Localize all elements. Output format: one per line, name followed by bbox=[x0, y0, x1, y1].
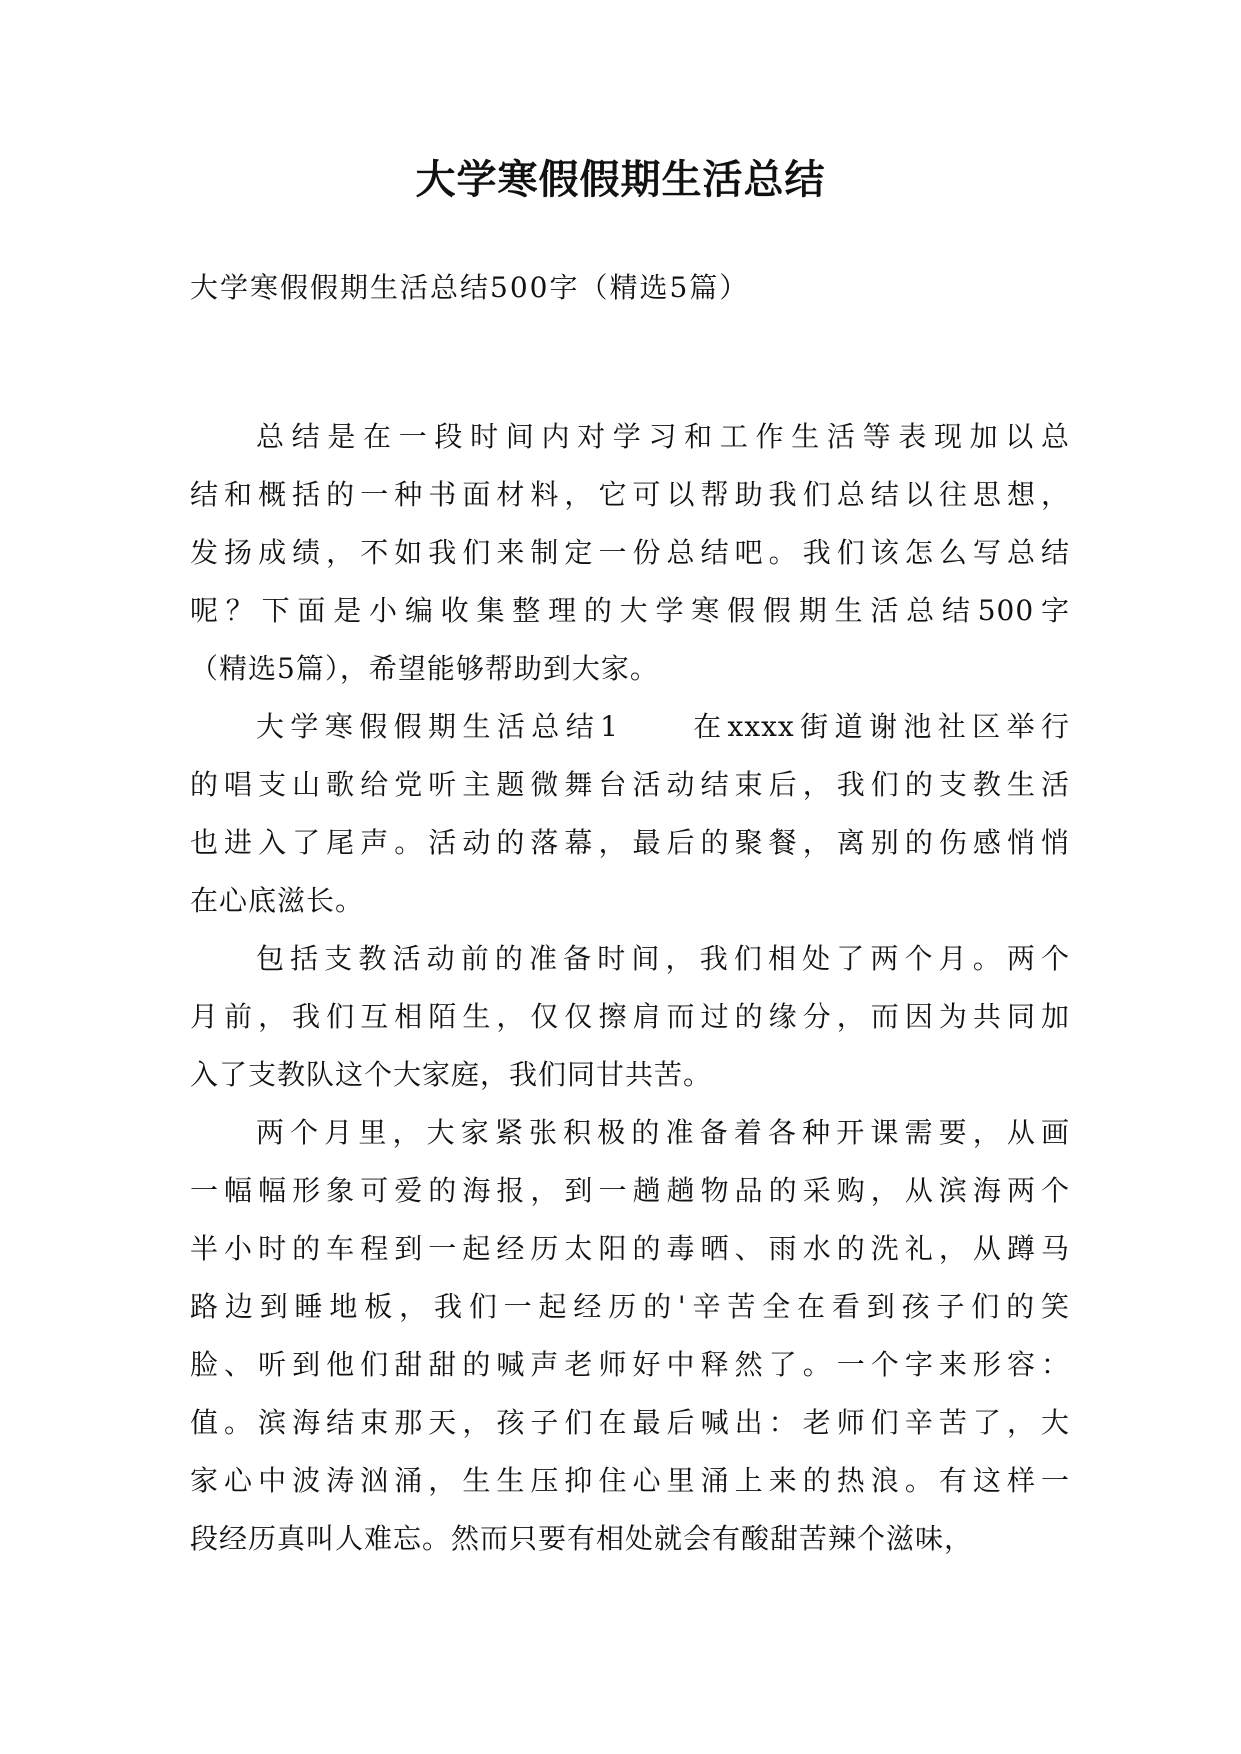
paragraph-line: 值。滨海结束那天，孩子们在最后喊出：老师们辛苦了，大 bbox=[190, 1406, 1070, 1439]
paragraph-line: 也进入了尾声。活动的落幕，最后的聚餐，离别的伤感悄悄 bbox=[190, 826, 1070, 859]
paragraph-line: 路边到睡地板，我们一起经历的'辛苦全在看到孩子们的笑 bbox=[190, 1290, 1070, 1323]
paragraph bbox=[190, 698, 1070, 930]
paragraph-line: 的唱支山歌给党听主题微舞台活动结束后，我们的支教生活 bbox=[190, 768, 1070, 801]
paragraph-line: 一幅幅形象可爱的海报，到一趟趟物品的采购，从滨海两个 bbox=[190, 1174, 1070, 1207]
paragraph bbox=[190, 1104, 1070, 1568]
paragraph bbox=[190, 930, 1070, 1104]
paragraph-line: 半小时的车程到一起经历太阳的毒晒、雨水的洗礼，从蹲马 bbox=[190, 1232, 1070, 1265]
document-title: 大学寒假假期生活总结 bbox=[415, 157, 826, 203]
paragraph-line: 脸、听到他们甜甜的喊声老师好中释然了。一个字来形容： bbox=[190, 1348, 1070, 1381]
paragraph-line: 段经历真叫人难忘。然而只要有相处就会有酸甜苦辣个滋味， bbox=[190, 1522, 974, 1555]
paragraph-line: 呢？下面是小编收集整理的大学寒假假期生活总结500字 bbox=[190, 594, 1070, 627]
paragraph-line: 结和概括的一种书面材料，它可以帮助我们总结以往思想， bbox=[190, 478, 1070, 511]
paragraph-line: 在心底滋长。 bbox=[190, 884, 365, 917]
paragraph-line: 大学寒假假期生活总结1 在xxxx街道谢池社区举行 bbox=[256, 710, 1070, 743]
document-body bbox=[190, 408, 1070, 1568]
paragraph-line: 发扬成绩，不如我们来制定一份总结吧。我们该怎么写总结 bbox=[190, 536, 1070, 569]
paragraph-line: 包括支教活动前的准备时间，我们相处了两个月。两个 bbox=[256, 942, 1070, 975]
paragraph-line: （精选5篇），希望能够帮助到大家。 bbox=[190, 652, 659, 685]
paragraph-line: 两个月里，大家紧张积极的准备着各种开课需要，从画 bbox=[256, 1116, 1070, 1149]
paragraph-line: 月前，我们互相陌生，仅仅擦肩而过的缘分，而因为共同加 bbox=[190, 1000, 1070, 1033]
paragraph-line: 总结是在一段时间内对学习和工作生活等表现加以总 bbox=[256, 420, 1070, 453]
paragraph-line: 入了支教队这个大家庭，我们同甘共苦。 bbox=[190, 1058, 713, 1091]
paragraph-line: 家心中波涛汹涌，生生压抑住心里涌上来的热浪。有这样一 bbox=[190, 1464, 1070, 1497]
paragraph bbox=[190, 408, 1070, 698]
document-subtitle: 大学寒假假期生活总结500字（精选5篇） bbox=[190, 271, 750, 304]
